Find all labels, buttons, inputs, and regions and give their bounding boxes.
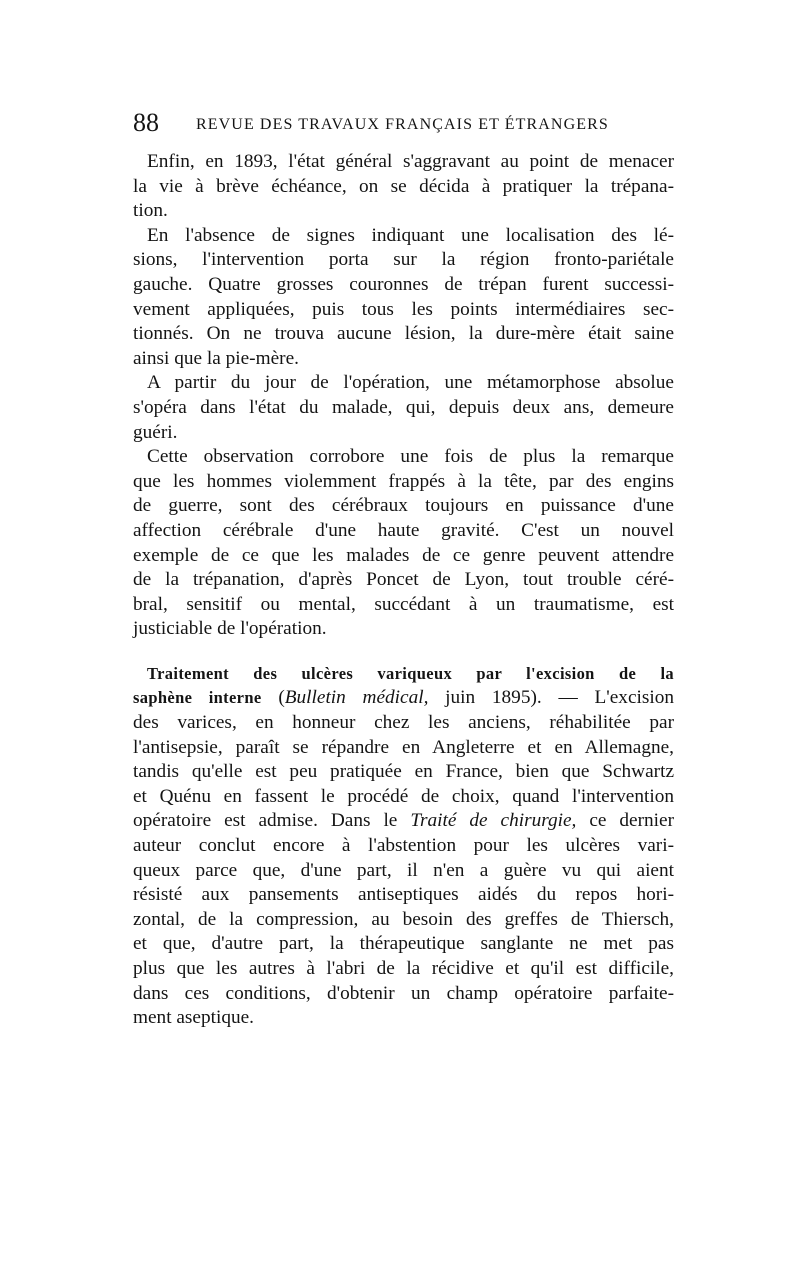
text-line: des varices, en honneur chez les anciens, réhabilitée par [133, 712, 674, 734]
page-header [133, 104, 673, 140]
text-line: Cette observation corrobore une fois de plus la remarque [147, 446, 674, 468]
text-line: auteur conclut encore à l'abstention pour les ulcères vari- [133, 835, 674, 857]
article-title-line [133, 662, 674, 687]
text-line: tionnés. On ne trouva aucune lésion, la dure-mère était saine [133, 323, 674, 345]
text-line: la vie à brève échéance, on se décida à pratiquer la trépana- [133, 175, 674, 197]
text-line: l'antisepsie, paraît se répandre en Angleterre et en Allemagne, [133, 736, 674, 758]
section-gap [133, 642, 674, 662]
text-line: et Quénu en fassent le procédé de choix, quand l'intervention [133, 785, 674, 807]
text-line: que les hommes violemment frappés à la tête, par des engins [133, 470, 674, 492]
text-line: tion. [133, 200, 168, 222]
text-line: s'opéra dans l'état du malade, qui, depuis deux ans, demeure [133, 396, 674, 418]
page-number: 88 [133, 108, 159, 137]
source-open: ( [278, 687, 285, 709]
article-title-end: saphène interne [133, 688, 262, 708]
body-text [133, 150, 674, 1031]
text-line: guéri. [133, 421, 178, 443]
text-line: de guerre, sont des cérébraux toujours en puissance d'une [133, 495, 674, 517]
source-rest: juin 1895). — L'excision [428, 687, 674, 709]
text-line: plus que les autres à l'abri de la récidive et qu'il est difficile, [133, 958, 674, 979]
article-title-line [133, 686, 674, 711]
text-line: justiciable de l'opération. [133, 618, 327, 640]
text-line: tandis qu'elle est peu pratiquée en France, bien que Schwartz [133, 761, 674, 783]
text-line: ainsi que la pie-mère. [133, 347, 299, 369]
text-line: gauche. Quatre grosses couronnes de trépan furent successi- [133, 273, 674, 295]
text-line: affection cérébrale d'une haute gravité. C'est un nouvel [133, 519, 674, 541]
text-line: vement appliquées, puis tous les points intermédiaires sec- [133, 298, 674, 320]
text-line: et que, d'autre part, la thérapeutique sanglante ne met pas [133, 933, 674, 955]
text-line: A partir du jour de l'opération, une métamorphose absolue [147, 372, 674, 394]
text-line: dans ces conditions, d'obtenir un champ opératoire parfaite- [133, 982, 674, 1004]
text-line: Enfin, en 1893, l'état général s'aggravant au point de menacer [147, 151, 674, 172]
text-line: En l'absence de signes indiquant une localisation des lé- [147, 224, 674, 246]
text-line: de la trépanation, d'après Poncet de Lyon, tout trouble céré- [133, 569, 674, 591]
running-title: REVUE DES TRAVAUX FRANÇAIS ET ÉTRANGERS [196, 116, 609, 133]
text-line: résisté aux pansements antiseptiques aidés du repos hori- [133, 884, 674, 906]
text-line: zontal, de la compression, au besoin des greffes de Thiersch, [133, 908, 674, 930]
text-line: exemple de ce que les malades de ce genre peuvent attendre [133, 544, 674, 566]
source-title: Bulletin médical, [284, 687, 429, 709]
treatise-title: Traité de chirurgie, [410, 810, 577, 832]
text-line: bral, sensitif ou mental, succédant à un traumatisme, est [133, 593, 674, 615]
treatise-pre: opératoire est admise. Dans le [133, 810, 411, 832]
text-line [133, 809, 674, 834]
treatise-post: ce dernier [576, 810, 674, 832]
text-line: queux parce que, d'une part, il n'en a guère vu qui aient [133, 859, 674, 881]
text-line: ment aseptique. [133, 1007, 255, 1029]
article-title: Traitement des ulcères variqueux par l'excision de la [147, 663, 674, 683]
text-line: sions, l'intervention porta sur la région fronto-pariétale [133, 249, 674, 271]
